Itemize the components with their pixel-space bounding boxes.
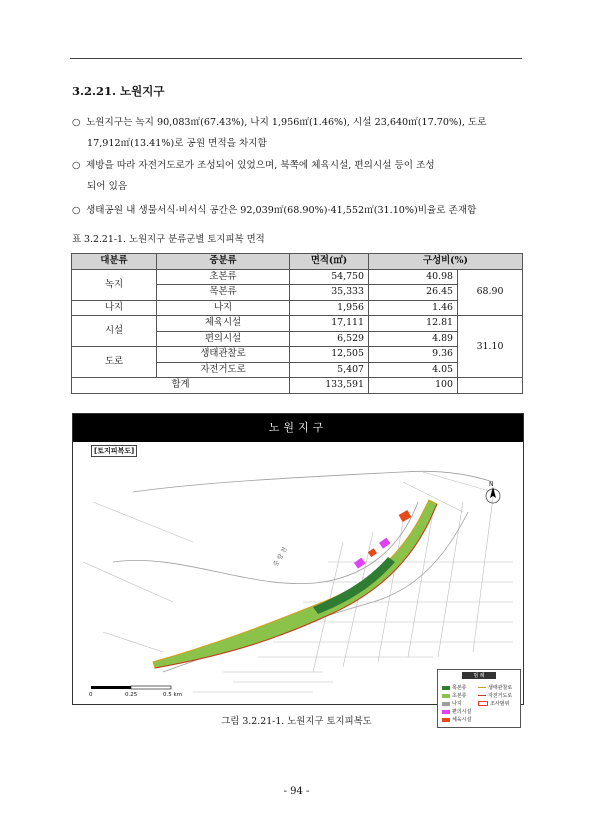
area-cell: 6,529 [290,331,369,347]
north-arrow [486,487,500,503]
scale-label-1: 0.25 [125,692,138,698]
header-cell: 중분류 [157,254,290,270]
legend-item [478,700,509,707]
mid-cell: 편의시설 [157,331,290,347]
header-cell: 구성비(%) [369,254,523,270]
ratio-cell: 4.89 [369,331,458,347]
legend-swatch [442,686,450,690]
legend-label: 편의시설 [452,709,472,715]
legend-label: 조사범위 [490,701,510,707]
river-label: 중 랑 천 [272,546,289,568]
legend-label: 체육시설 [452,717,472,723]
legend-swatch [442,702,450,706]
bullet-text: 17,912㎡(13.41%)로 공원 면적을 차지함 [87,138,267,149]
legend-item [442,692,467,699]
bullet-marker: ○ [72,205,81,216]
scale-label-0: 0 [89,692,93,698]
legend-label: 생태관찰로 [488,685,513,691]
table-row [72,316,523,332]
group-cell: 도로 [72,347,157,378]
legend-item [478,684,512,691]
figure-title: 노원지구 [73,414,523,442]
group-ratio-cell: 68.90 [458,269,523,316]
header-cell: 대분류 [72,254,157,270]
legend-swatch [478,695,486,696]
park-strip [153,500,437,668]
bullet-marker: ○ [72,160,81,171]
legend-item [442,684,467,691]
scale-label-2: 0.5 km [163,692,183,698]
table-caption: 표 3.2.21-1. 노원지구 분류군별 토지피복 면적 [72,234,265,245]
bike-path [155,504,437,668]
group-cell: 녹지 [72,269,157,300]
ratio-cell: 4.05 [369,362,458,378]
group-cell: 나지 [72,300,157,316]
bullet-text: 제방을 따라 자전거도로가 조성되어 있었으며, 북쪽에 체육시설, 편의시설 등이 조성 [86,160,435,171]
land-cover-map [73,442,523,704]
table-row [72,300,523,316]
woody-area [313,557,395,614]
legend-label: 나지 [452,701,462,707]
legend-label: 자전거도로 [488,693,513,699]
figure-caption: 그림 3.2.21-1. 노원지구 토지피복도 [221,716,372,727]
page-number: - 94 - [283,786,310,797]
area-cell: 12,505 [290,347,369,363]
area-cell: 17,111 [290,316,369,332]
section-heading: 3.2.21. 노원지구 [72,84,165,98]
mid-cell: 목본류 [157,285,290,301]
table-row [72,269,523,285]
city-grid [83,472,513,692]
map-label: [토지피복도] [91,445,137,457]
legend-item [478,692,512,699]
bullet-3 [72,200,524,221]
mid-cell: 생태관찰로 [157,347,290,363]
area-cell: 1,956 [290,300,369,316]
north-label: N [489,481,494,488]
table-row [72,347,523,363]
ratio-cell: 12.81 [369,316,458,332]
total-label-cell: 합계 [72,378,290,394]
legend-label: 목본류 [452,685,467,691]
convenience-facility [354,558,365,569]
scale-bar [91,686,171,689]
ratio-cell: 26.45 [369,285,458,301]
legend-swatch [442,694,450,698]
area-cell: 35,333 [290,285,369,301]
mid-cell: 체육시설 [157,316,290,332]
legend-item [442,700,462,707]
bullet-text: 노원지구는 녹지 90,083㎡(67.43%), 나지 1,956㎡(1.46%), 시설 23,640㎡(17.70%), 도로 [86,117,487,128]
bullet-marker: ○ [72,117,81,128]
land-cover-table [71,253,523,394]
bullet-1 [72,112,524,154]
legend-swatch [478,701,488,706]
group-ratio-cell: 31.10 [458,316,523,378]
empty-cell [458,378,523,394]
table-total-row [72,378,523,394]
mid-cell: 자전거도로 [157,362,290,378]
area-cell: 54,750 [290,269,369,285]
bullet-text: 되어 있음 [87,181,128,192]
ratio-cell: 40.98 [369,269,458,285]
legend-swatch [478,687,486,688]
header-cell: 면적(㎡) [290,254,369,270]
total-area-cell: 133,591 [290,378,369,394]
total-ratio-cell: 100 [369,378,458,394]
header-rule [70,58,522,59]
area-cell: 5,407 [290,362,369,378]
ratio-cell: 9.36 [369,347,458,363]
mid-cell: 나지 [157,300,290,316]
table-header-row [72,254,523,270]
legend-label: 초본류 [452,693,467,699]
ratio-cell: 1.46 [369,300,458,316]
bullet-2 [72,155,524,197]
bullet-text: 생태공원 내 생물서식·비서식 공간은 92,039㎡(68.90%)·41,552㎡(31.10%)비율로 존재함 [86,205,477,216]
convenience-facility [379,538,390,549]
legend-title: 범 례 [462,672,496,679]
group-cell: 시설 [72,316,157,347]
mid-cell: 초본류 [157,269,290,285]
